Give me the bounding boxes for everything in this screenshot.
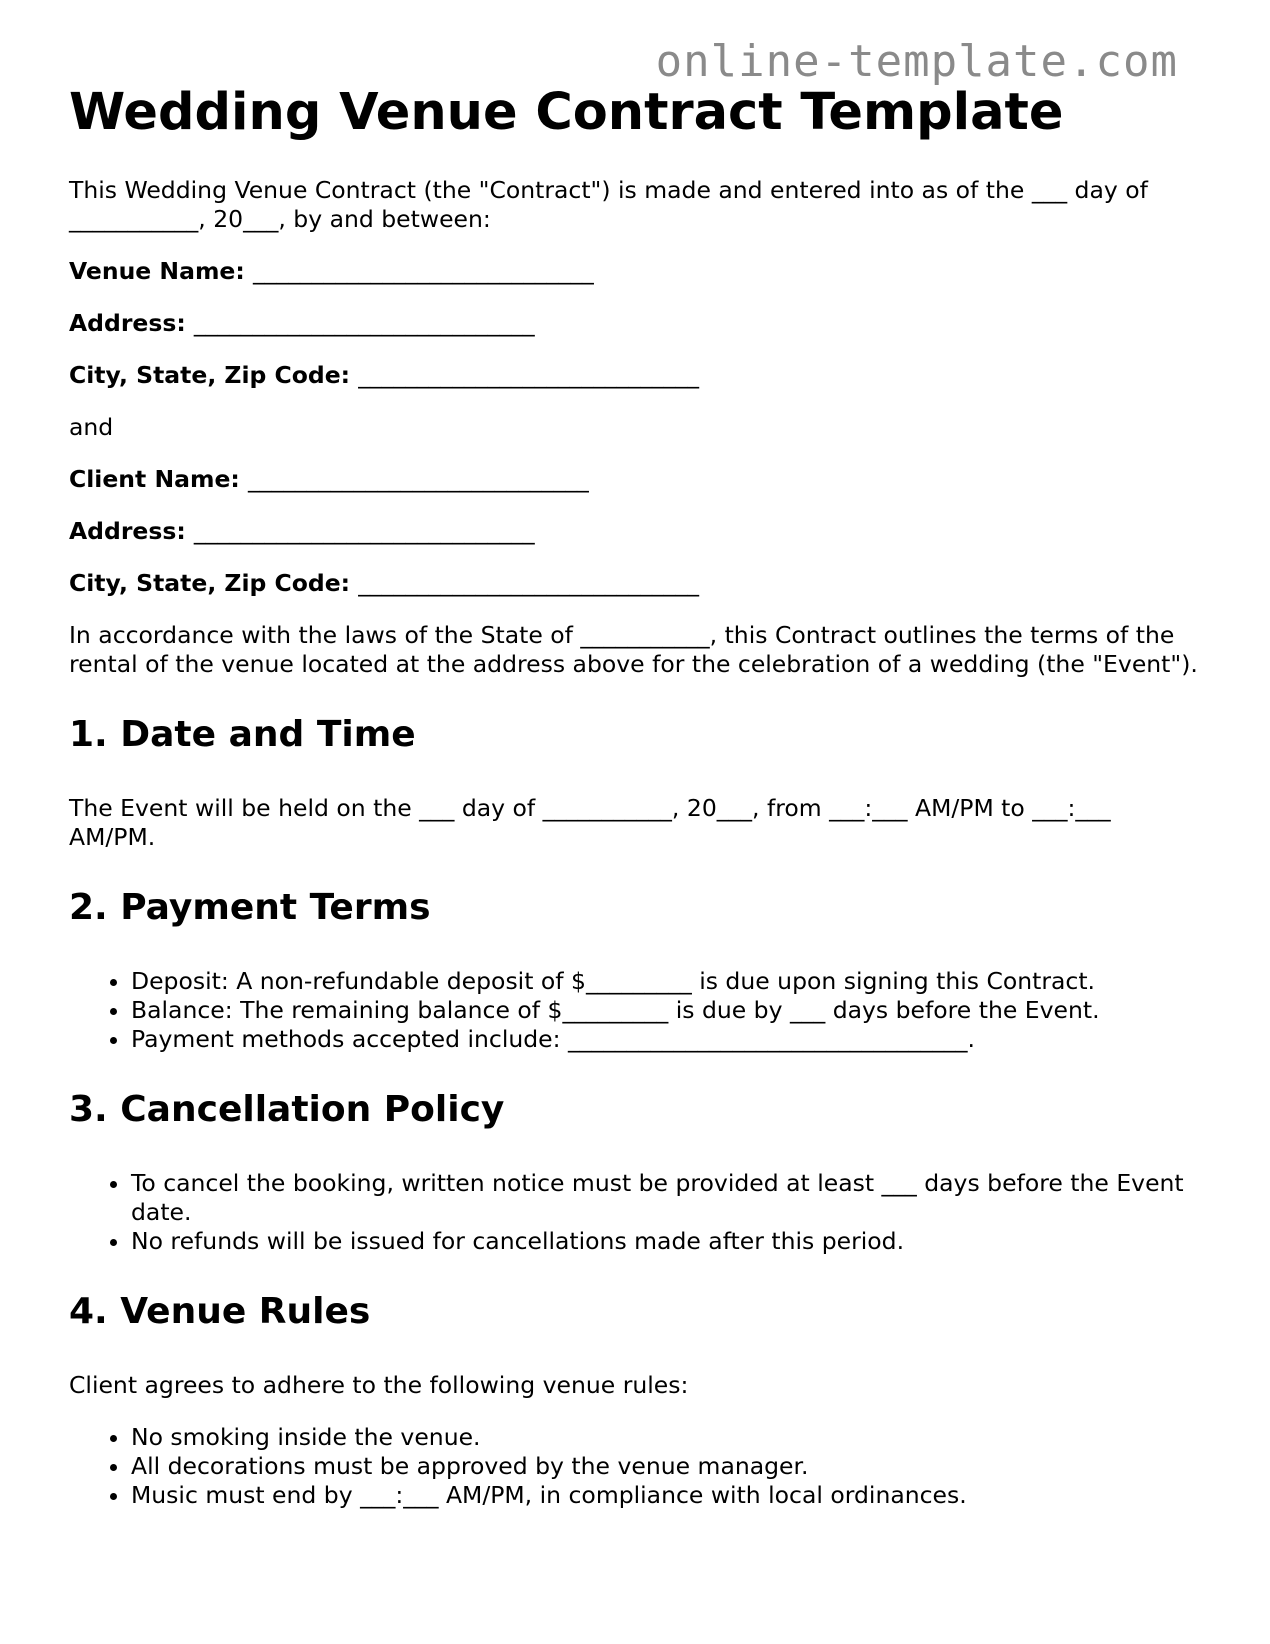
section-heading-venue-rules: 4. Venue Rules	[69, 1290, 371, 1332]
venue-name-blank: _____________________________	[252, 256, 594, 285]
venue-city-blank: _____________________________	[358, 360, 700, 389]
list-item: • No refunds will be issued for cancellations made after this period.	[131, 1227, 1199, 1256]
venue-name-label: Venue Name:	[69, 256, 245, 285]
list-item: • Deposit: A non-refundable deposit of $_________ is due upon signing this Contract.	[131, 967, 1199, 996]
client-city-blank: _____________________________	[358, 568, 700, 597]
list-item: • Balance: The remaining balance of $_________ is due by ___ days before the Event.	[131, 996, 1199, 1025]
section-heading-payment: 2. Payment Terms	[69, 886, 431, 928]
date-time-paragraph: The Event will be held on the ___ day of ___________, 20___, from ___:___ AM/PM to ___:___ AM/PM.	[69, 793, 1111, 851]
section-heading-cancellation: 3. Cancellation Policy	[69, 1088, 505, 1130]
venue-address-label: Address:	[69, 308, 186, 337]
client-name-label: Client Name:	[69, 464, 240, 493]
intro-paragraph: This Wedding Venue Contract (the "Contract") is made and entered into as of the ___ day of ___________, 20___, by and between:	[69, 175, 1148, 233]
client-city-field	[69, 569, 1199, 598]
list-item: • Payment methods accepted include: __________________________________.	[131, 1025, 1199, 1054]
client-address-blank: _____________________________	[193, 516, 535, 545]
list-item: • To cancel the booking, written notice must be provided at least ___ days before the Event date.	[131, 1169, 1199, 1227]
client-name-field	[69, 465, 1199, 494]
watermark: online-template.com	[655, 36, 1178, 87]
client-city-label: City, State, Zip Code:	[69, 568, 351, 597]
list-item: • No smoking inside the venue.	[131, 1423, 1199, 1452]
venue-address-field	[69, 309, 1199, 338]
section-heading-date-time: 1. Date and Time	[69, 713, 416, 755]
client-name-blank: _____________________________	[247, 464, 589, 493]
payment-list	[69, 967, 1199, 1054]
governing-law-paragraph: In accordance with the laws of the State of ___________, this Contract outlines the terms of the rental of the venue located at the address above for the celebration of a wedding (the "Event").	[69, 620, 1198, 678]
venue-name-field	[69, 257, 1199, 286]
list-item: • All decorations must be approved by the venue manager.	[131, 1452, 1199, 1481]
venue-rules-list	[69, 1423, 1199, 1510]
and-text: and	[69, 412, 114, 441]
venue-address-blank: _____________________________	[193, 308, 535, 337]
contract-document	[69, 84, 1199, 1510]
venue-city-field	[69, 361, 1199, 390]
client-address-label: Address:	[69, 516, 186, 545]
venue-rules-intro: Client agrees to adhere to the following venue rules:	[69, 1370, 689, 1399]
list-item: • Music must end by ___:___ AM/PM, in compliance with local ordinances.	[131, 1481, 1199, 1510]
client-address-field	[69, 517, 1199, 546]
venue-city-label: City, State, Zip Code:	[69, 360, 351, 389]
document-title: Wedding Venue Contract Template	[69, 83, 1064, 142]
cancellation-list	[69, 1169, 1199, 1256]
